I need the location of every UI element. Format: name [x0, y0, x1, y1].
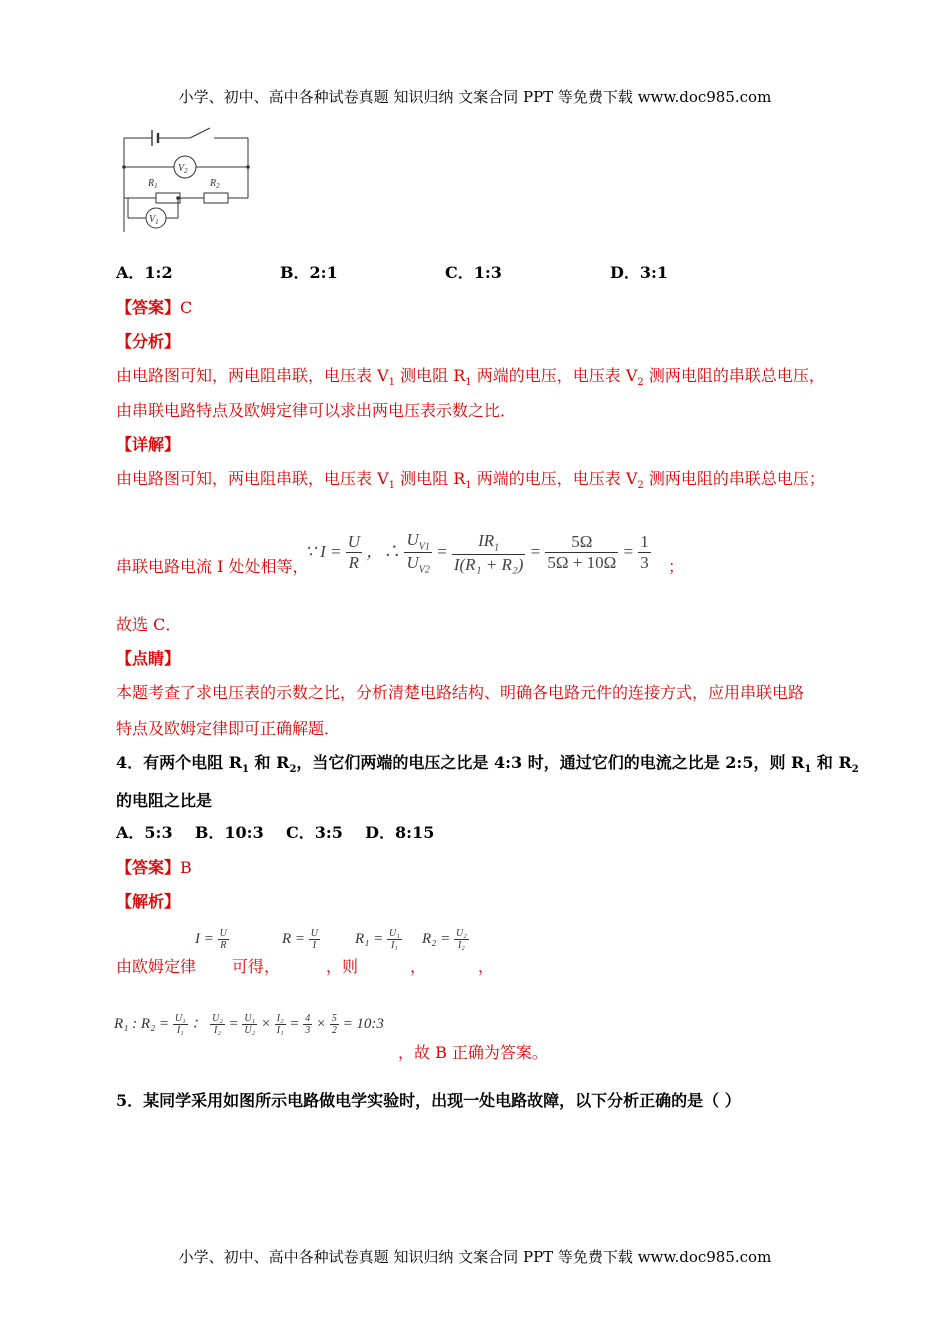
q3-formula: ∵ I = $\frac{U}{R}$ ，∴ $\frac{U_{V1}}{U_{V2}}$ = $\frac{IR_1}{\text{I(R₁ + R₂)}}$ = $\frac{5\Omega}{5\Omega + 10\Omega}$ = $\frac{1}{3}$: [305, 530, 649, 576]
v2-label: $V_2$: [178, 163, 188, 175]
q3-comment-line1: 本题考查了求电压表的示数之比，分析清楚电路结构、明确各电路元件的连接方式，应用串联电路: [116, 683, 805, 702]
circuit-diagram: [118, 120, 258, 240]
q4-ohm-text: 由欧姆定律: [116, 957, 197, 976]
q4-then: ，则: [326, 957, 359, 976]
q4-answer: 【答案】B: [116, 858, 192, 877]
q3-analysis-line2: 由串联电路特点及欧姆定律可以求出两电压表示数之比．: [116, 401, 517, 420]
q3-detail-line1: 由电路图可知，两电阻串联，电压表 $V_1$ 测电阻 $R_1$ 两端的电压，电压表 $V_2$ 测两电阻的串联总电压；: [116, 469, 825, 492]
q4-options: A．5:3 B．10:3 C．3:5 D．8:15: [116, 823, 435, 842]
q4-explain-label: 【解析】: [116, 892, 181, 911]
q3-analysis-label: 【分析】: [116, 332, 181, 351]
q3-comment-line2: 特点及欧姆定律即可正确解题．: [116, 719, 341, 738]
q5-stem: 5．某同学采用如图所示电路做电学实验时，出现一处电路故障，以下分析正确的是（ ）: [116, 1091, 741, 1110]
q3-option-d: D．3:1: [610, 263, 669, 282]
v1-label: $V_1$: [149, 214, 159, 226]
q3-analysis-line1: 由电路图可知，两电阻串联，电压表 $V_1$ 测电阻 $R_1$ 两端的电压，电压表 $V_2$ 测两电阻的串联总电压，: [116, 366, 825, 389]
q4-formula-r2: R₂ = $\frac{\text{U₂}}{\text{I₂}}$: [422, 928, 467, 951]
q3-formula-prefix: 串联电路电流 I 处处相等，: [116, 557, 309, 576]
r1-label: $R_1$: [148, 178, 158, 190]
q3-option-c: C．1:3: [445, 263, 502, 282]
q4-stem-line2: 的电阻之比是: [116, 791, 213, 810]
q3-choose: 故选 C．: [116, 615, 182, 634]
q3-detail-label: 【详解】: [116, 435, 181, 454]
page-header: 小学、初中、高中各种试卷真题 知识归纳 文案合同 PPT 等免费下载 www.doc985.com: [178, 88, 772, 106]
q3-option-b: B．2:1: [280, 263, 338, 282]
q4-ratio-formula: R₁ : R₂ = $\frac{\text{U₁}}{\text{I₁}}$ ： $\frac{\text{U₂}}{\text{I₂}}$ = $\frac{\text{U₁}}{\text{U₂}}$ × $\frac{\text{I₂}}{\text{I₁}}$ = $\frac{4}{3}$ × $\frac{5}{2}$ = 10:3: [114, 1013, 384, 1037]
page-footer: 小学、初中、高中各种试卷真题 知识归纳 文案合同 PPT 等免费下载 www.doc985.com: [178, 1248, 772, 1266]
q4-stem-line1: 4．有两个电阻 $R_1$ 和 $R_2$，当它们两端的电压之比是 4:3 时，通过它们的电流之比是 2:5，则 $R_1$ 和 $R_2$: [116, 753, 859, 776]
q4-formula-r: R = $\frac{U}{I}$: [282, 928, 319, 951]
q3-option-a: A．1:2: [116, 263, 173, 282]
q4-comma-1: ，: [410, 957, 427, 976]
q4-comma-2: ，: [478, 957, 495, 976]
q4-can-get: 可得，: [232, 957, 281, 976]
q3-comment-label: 【点睛】: [116, 649, 181, 668]
q3-answer: 【答案】C: [116, 298, 193, 317]
q3-formula-suffix: ；: [668, 557, 685, 576]
q4-formula-i: I = $\frac{U}{R}$: [195, 928, 227, 951]
r2-label: $R_2$: [210, 178, 220, 190]
q4-formula-r1: R₁ = $\frac{\text{U₁}}{\text{I₁}}$: [355, 928, 400, 951]
q4-conclusion: ，故 B 正确为答案。: [398, 1043, 548, 1062]
